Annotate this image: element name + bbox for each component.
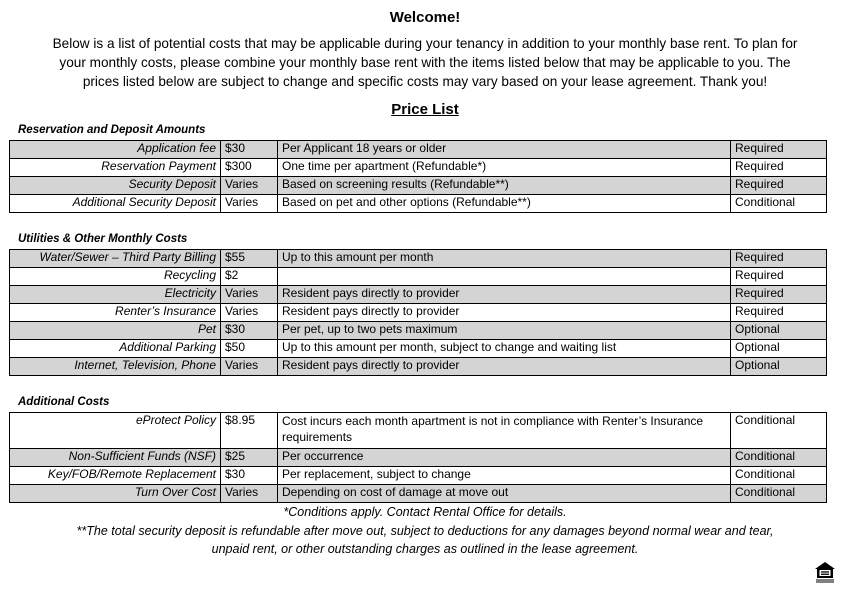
table-row <box>10 358 827 376</box>
item-cell: Internet, Television, Phone <box>10 358 221 376</box>
table-row <box>10 286 827 304</box>
table-row <box>10 159 827 177</box>
item-cell: Reservation Payment <box>10 159 221 177</box>
item-cell: Security Deposit <box>10 177 221 195</box>
description-cell: Based on screening results (Refundable**) <box>278 177 731 195</box>
price-cell: $300 <box>221 159 278 177</box>
description-cell: One time per apartment (Refundable*) <box>278 159 731 177</box>
table-row <box>10 250 827 268</box>
price-cell: $2 <box>221 268 278 286</box>
description-cell: Resident pays directly to provider <box>278 304 731 322</box>
page-title: Welcome! <box>389 9 461 26</box>
price-cell: Varies <box>221 485 278 503</box>
table-row <box>10 304 827 322</box>
status-cell: Required <box>731 268 827 286</box>
description-cell: Resident pays directly to provider <box>278 286 731 304</box>
intro-paragraph <box>0 34 850 91</box>
table-row <box>10 449 827 467</box>
equal-housing-opportunity-icon <box>813 560 837 584</box>
price-cell: $30 <box>221 141 278 159</box>
item-cell: Additional Parking <box>10 340 221 358</box>
deposit-note-line: **The total security deposit is refundable after move out, subject to deductions for any damages beyond normal wear and tear, <box>76 524 774 538</box>
status-cell: Optional <box>731 358 827 376</box>
additional-costs-table <box>9 412 827 503</box>
item-cell: Additional Security Deposit <box>10 195 221 213</box>
item-cell: Key/FOB/Remote Replacement <box>10 467 221 485</box>
description-cell: Up to this amount per month <box>278 250 731 268</box>
section-title-utilities: Utilities & Other Monthly Costs <box>18 233 188 245</box>
description-cell: Based on pet and other options (Refundable**) <box>278 195 731 213</box>
price-cell: Varies <box>221 177 278 195</box>
price-cell: $30 <box>221 322 278 340</box>
conditions-note: *Conditions apply. Contact Rental Office for details. <box>283 505 567 519</box>
status-cell: Conditional <box>731 485 827 503</box>
price-cell: $50 <box>221 340 278 358</box>
price-cell: Varies <box>221 195 278 213</box>
table-row <box>10 413 827 449</box>
status-cell: Optional <box>731 322 827 340</box>
description-cell: Cost incurs each month apartment is not in compliance with Renter’s Insurance requirements <box>278 413 731 449</box>
description-cell: Per occurrence <box>278 449 731 467</box>
status-cell: Optional <box>731 340 827 358</box>
status-cell: Conditional <box>731 195 827 213</box>
status-cell: Required <box>731 159 827 177</box>
section-title-additional: Additional Costs <box>18 396 110 408</box>
description-cell: Up to this amount per month, subject to change and waiting list <box>278 340 731 358</box>
description-cell: Per Applicant 18 years or older <box>278 141 731 159</box>
price-list-title: Price List <box>391 101 459 118</box>
utilities-table <box>9 249 827 376</box>
description-cell: Per replacement, subject to change <box>278 467 731 485</box>
table-row <box>10 141 827 159</box>
description-cell: Depending on cost of damage at move out <box>278 485 731 503</box>
table-row <box>10 340 827 358</box>
table-row <box>10 268 827 286</box>
status-cell: Conditional <box>731 467 827 485</box>
status-cell: Conditional <box>731 449 827 467</box>
item-cell: Non-Sufficient Funds (NSF) <box>10 449 221 467</box>
price-cell: $55 <box>221 250 278 268</box>
item-cell: eProtect Policy <box>10 413 221 449</box>
item-cell: Turn Over Cost <box>10 485 221 503</box>
reservation-deposit-table <box>9 140 827 213</box>
description-cell <box>278 268 731 286</box>
price-cell: Varies <box>221 286 278 304</box>
price-cell: $25 <box>221 449 278 467</box>
price-cell: $30 <box>221 467 278 485</box>
price-cell: Varies <box>221 304 278 322</box>
status-cell: Required <box>731 177 827 195</box>
status-cell: Required <box>731 141 827 159</box>
table-row <box>10 195 827 213</box>
table-row <box>10 467 827 485</box>
section-title-reservation: Reservation and Deposit Amounts <box>18 124 206 136</box>
table-row <box>10 322 827 340</box>
deposit-note-line: unpaid rent, or other outstanding charges as outlined in the lease agreement. <box>211 542 639 556</box>
status-cell: Required <box>731 286 827 304</box>
description-cell: Per pet, up to two pets maximum <box>278 322 731 340</box>
item-cell: Recycling <box>10 268 221 286</box>
status-cell: Required <box>731 304 827 322</box>
table-row <box>10 485 827 503</box>
price-cell: Varies <box>221 358 278 376</box>
item-cell: Pet <box>10 322 221 340</box>
status-cell: Required <box>731 250 827 268</box>
description-cell: Resident pays directly to provider <box>278 358 731 376</box>
status-cell: Conditional <box>731 413 827 449</box>
table-row <box>10 177 827 195</box>
intro-line: Below is a list of potential costs that may be applicable during your tenancy in addition to your monthly base rent. To plan for <box>52 36 798 51</box>
item-cell: Water/Sewer – Third Party Billing <box>10 250 221 268</box>
deposit-note <box>20 522 830 558</box>
item-cell: Electricity <box>10 286 221 304</box>
intro-line: prices listed below are subject to change and specific costs may vary based on your lease agreement. Thank you! <box>82 74 768 89</box>
intro-line: your monthly costs, please combine your monthly base rent with the items listed below that may be applicable to you. The <box>59 55 791 70</box>
item-cell: Renter’s Insurance <box>10 304 221 322</box>
item-cell: Application fee <box>10 141 221 159</box>
price-cell: $8.95 <box>221 413 278 449</box>
